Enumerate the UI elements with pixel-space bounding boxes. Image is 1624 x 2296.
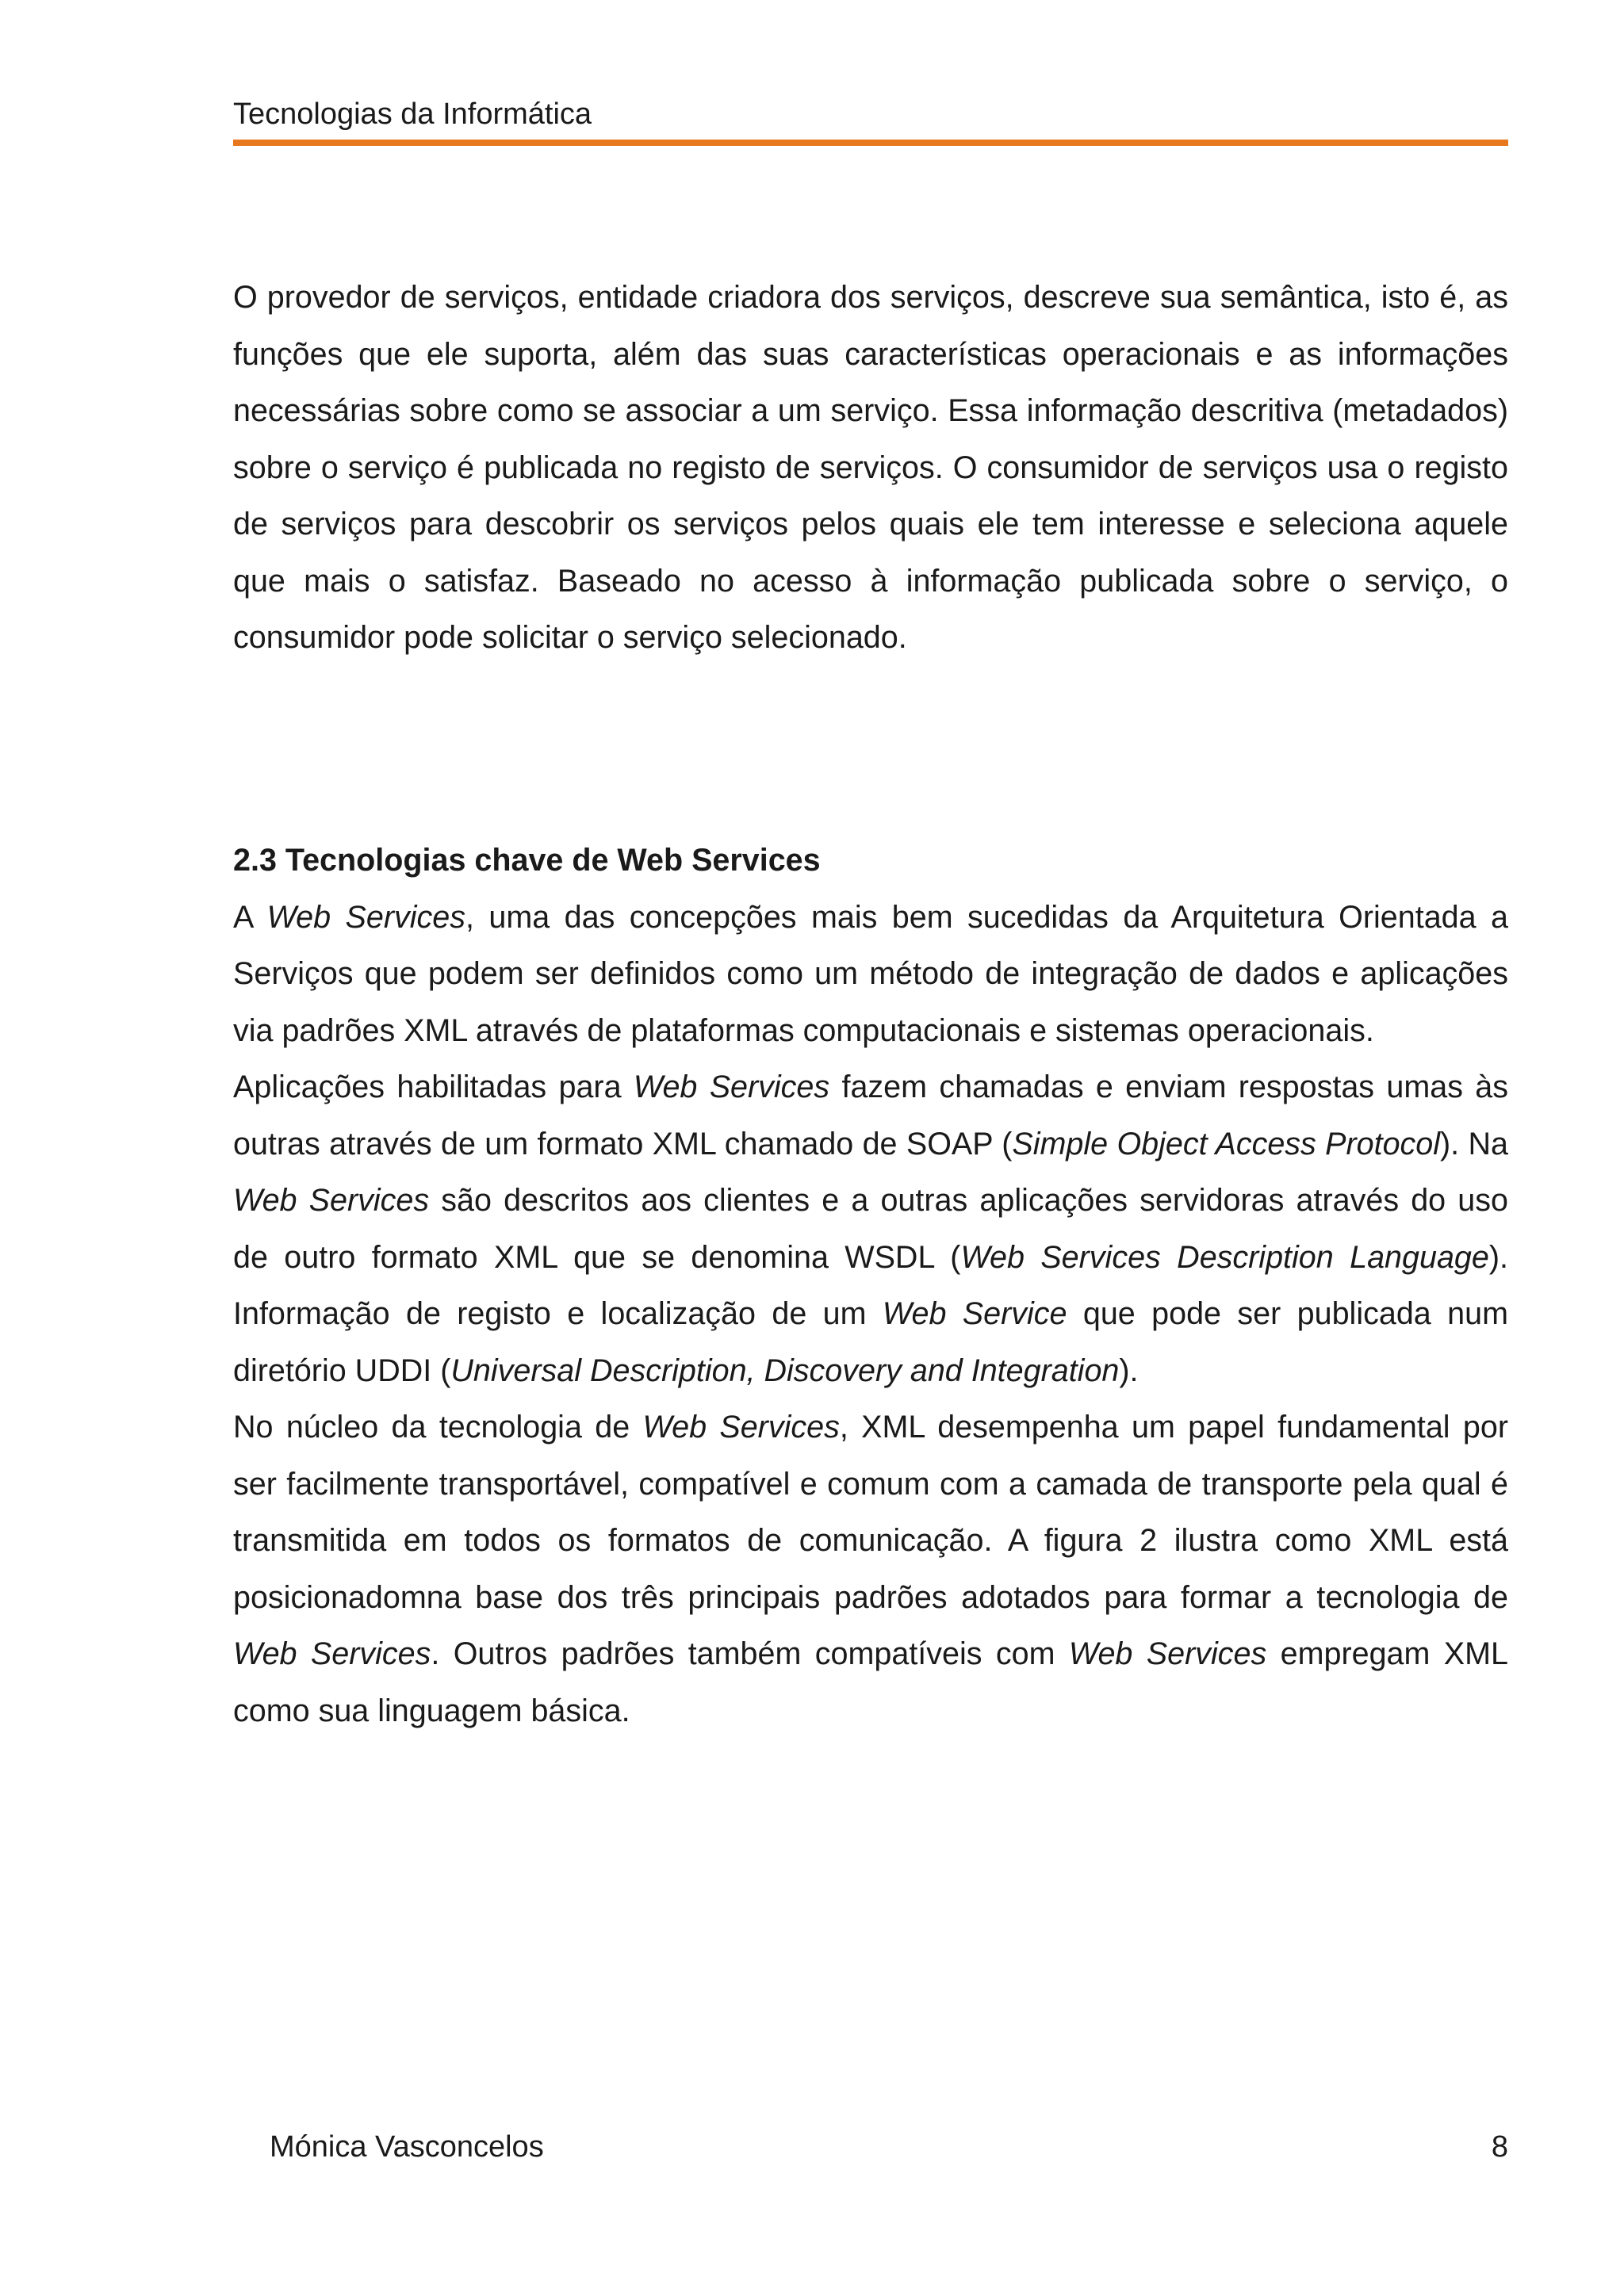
header-title: Tecnologias da Informática [233, 98, 592, 131]
text-run: fazem chamadas e enviam respostas umas às outras através de um formato XML chamado de SOAP ( [233, 1070, 1508, 1161]
paragraph-xml-core [233, 1399, 1508, 1739]
section-heading: 2.3 Tecnologias chave de Web Services [233, 843, 821, 878]
text-run: empregam XML como sua linguagem básica. [233, 1636, 1508, 1728]
paragraph-text [233, 890, 1508, 1060]
footer-page-number: 8 [1491, 2130, 1508, 2164]
text-run: . Outros padrões também compatíveis com [431, 1636, 1069, 1671]
italic-term: Web Service [882, 1296, 1067, 1331]
text-run: , uma das concepções mais bem sucedidas da Arquitetura Orientada a Serviços que podem ser definidos como um método de integração de dados e aplicações via padrões XML através de plataformas computacionais e sistemas operacionais. [233, 899, 1508, 1048]
italic-term: Universal Description, Discovery and Integration [450, 1353, 1120, 1388]
italic-term: Web Services [642, 1410, 840, 1445]
italic-term: Simple Object Access Protocol [1012, 1126, 1441, 1161]
italic-term: Web Services [266, 899, 465, 935]
italic-term: Web Services [633, 1070, 830, 1104]
section-2-3 [233, 832, 1508, 1739]
paragraph-soap-wsdl-uddi [233, 1059, 1508, 1399]
italic-term: Web Services [1068, 1636, 1267, 1671]
text-run: , XML desempenha um papel fundamental por ser facilmente transportável, compatível e comum com a camada de transporte pela qual é transmitida em todos os formatos de comunicação. A figura 2 ilustra como XML está posicionadomna base dos três principais padrões adotados para formar a tecnologia de [233, 1410, 1508, 1615]
text-run: A [233, 899, 267, 935]
paragraph-web-services-intro [233, 890, 1508, 1060]
footer-author: Mónica Vasconcelos [270, 2130, 544, 2164]
italic-term: Web Services Description Language [960, 1239, 1489, 1275]
text-run: que pode ser publicada num diretório UDDI ( [233, 1296, 1508, 1388]
text-run: ). Informação de registo e localização de um [233, 1239, 1508, 1331]
text-run: ). [1119, 1353, 1139, 1388]
paragraph-text: O provedor de serviços, entidade criadora dos serviços, descreve sua semântica, isto é, as funções que ele suporta, além das suas características operacionais e as informações necessárias sobre como se associar a um serviço. Essa informação descritiva (metadados) sobre o serviço é publicada no registo de serviços. O consumidor de serviços usa o registo de serviços para descobrir os serviços pelos quais ele tem interesse e seleciona aquele que mais o satisfaz. Baseado no acesso à informação publicada sobre o serviço, o consumidor pode solicitar o serviço selecionado. [233, 280, 1508, 655]
text-run: Aplicações habilitadas para [233, 1070, 634, 1104]
italic-term: Web Services [233, 1183, 430, 1218]
text-run: No núcleo da tecnologia de [233, 1410, 643, 1445]
italic-term: Web Services [233, 1636, 431, 1671]
paragraph-service-provider [233, 270, 1508, 667]
paragraph-text [233, 1399, 1508, 1739]
paragraph-text [233, 1059, 1508, 1399]
header-rule [233, 140, 1508, 146]
text-run: ). Na [1440, 1126, 1508, 1161]
text-run: são descritos aos clientes e a outras aplicações servidoras através do uso de outro formato XML que se denomina WSDL ( [233, 1183, 1508, 1275]
